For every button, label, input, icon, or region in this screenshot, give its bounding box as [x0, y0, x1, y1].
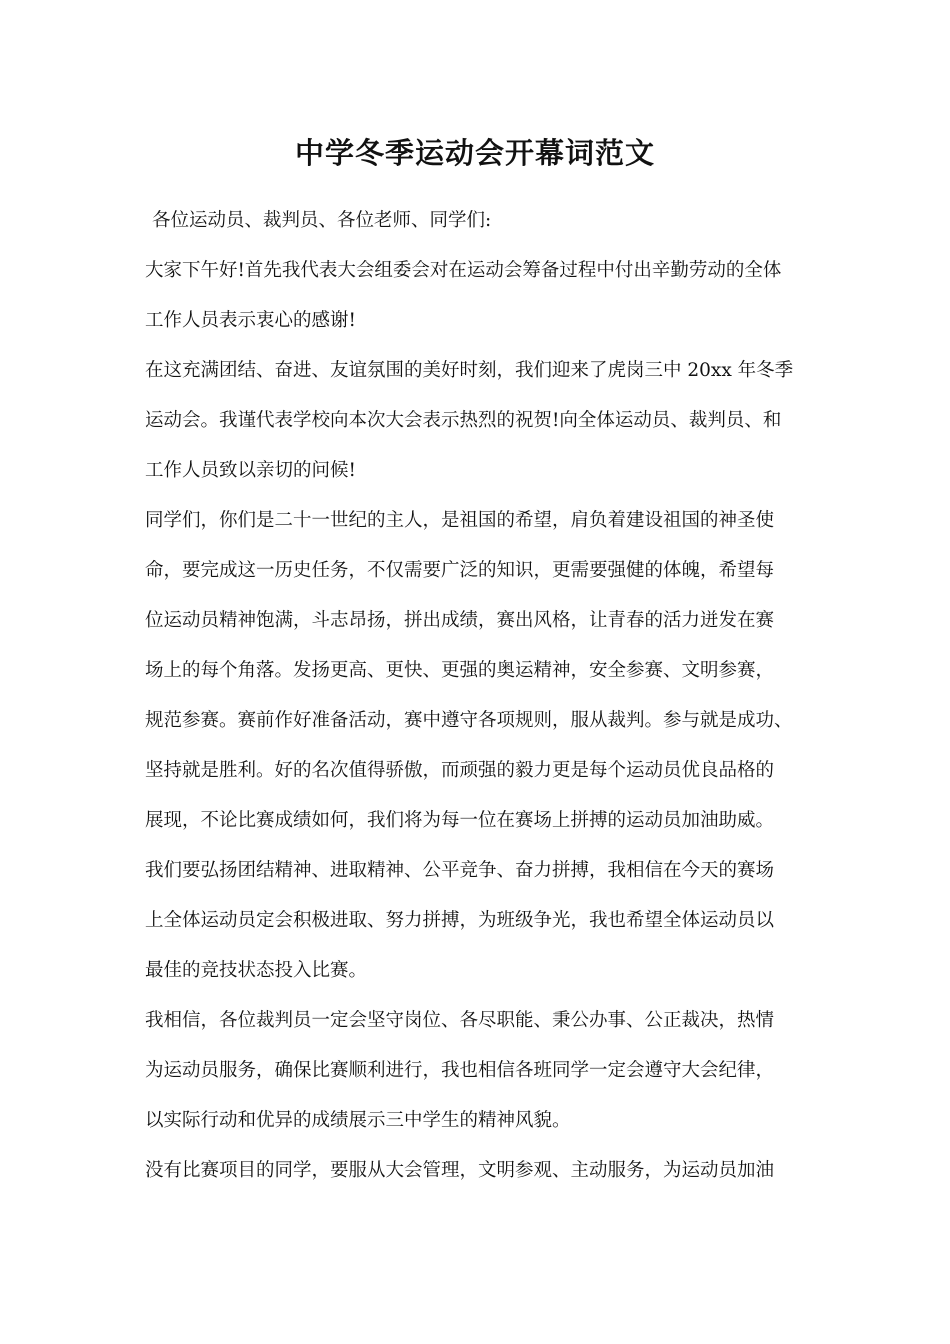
body-line: 位运动员精神饱满，斗志昂扬，拼出成绩，赛出风格，让青春的活力迸发在赛	[145, 610, 775, 631]
body-line: 在这充满团结、奋进、友谊氛围的美好时刻，我们迎来了虎岗三中 20xx 年冬季	[145, 360, 794, 381]
body-line: 为运动员服务，确保比赛顺利进行，我也相信各班同学一定会遵守大会纪律，	[145, 1060, 775, 1081]
body-line: 我相信，各位裁判员一定会坚守岗位、各尽职能、秉公办事、公正裁决，热情	[145, 1010, 775, 1031]
body-line: 大家下午好!首先我代表大会组委会对在运动会筹备过程中付出辛勤劳动的全体	[145, 260, 782, 281]
body-line: 工作人员表示衷心的感谢!	[145, 310, 356, 331]
body-line: 运动会。我谨代表学校向本次大会表示热烈的祝贺!向全体运动员、裁判员、和	[145, 410, 782, 431]
body-line: 最佳的竞技状态投入比赛。	[145, 960, 368, 981]
body-line: 坚持就是胜利。好的名次值得骄傲，而顽强的毅力更是每个运动员优良品格的	[145, 760, 775, 781]
body-line: 命，要完成这一历史任务，不仅需要广泛的知识，更需要强健的体魄，希望每	[145, 560, 775, 581]
body-line: 工作人员致以亲切的问候!	[145, 460, 356, 481]
body-line: 同学们，你们是二十一世纪的主人，是祖国的希望，肩负着建设祖国的神圣使	[145, 510, 775, 531]
body-line: 没有比赛项目的同学，要服从大会管理，文明参观、主动服务，为运动员加油	[145, 1160, 775, 1181]
salutation-line: 各位运动员、裁判员、各位老师、同学们:	[152, 210, 492, 231]
body-line: 场上的每个角落。发扬更高、更快、更强的奥运精神，安全参赛、文明参赛，	[145, 660, 775, 681]
document-title: 中学冬季运动会开幕词范文	[294, 136, 655, 170]
body-line: 规范参赛。赛前作好准备活动，赛中遵守各项规则，服从裁判。参与就是成功、	[145, 710, 793, 731]
body-line: 上全体运动员定会积极进取、努力拼搏，为班级争光，我也希望全体运动员以	[145, 910, 775, 931]
body-line: 展现，不论比赛成绩如何，我们将为每一位在赛场上拼搏的运动员加油助威。	[145, 810, 775, 831]
body-line: 我们要弘扬团结精神、进取精神、公平竞争、奋力拼搏，我相信在今天的赛场	[145, 860, 775, 881]
body-line: 以实际行动和优异的成绩展示三中学生的精神风貌。	[145, 1110, 571, 1131]
